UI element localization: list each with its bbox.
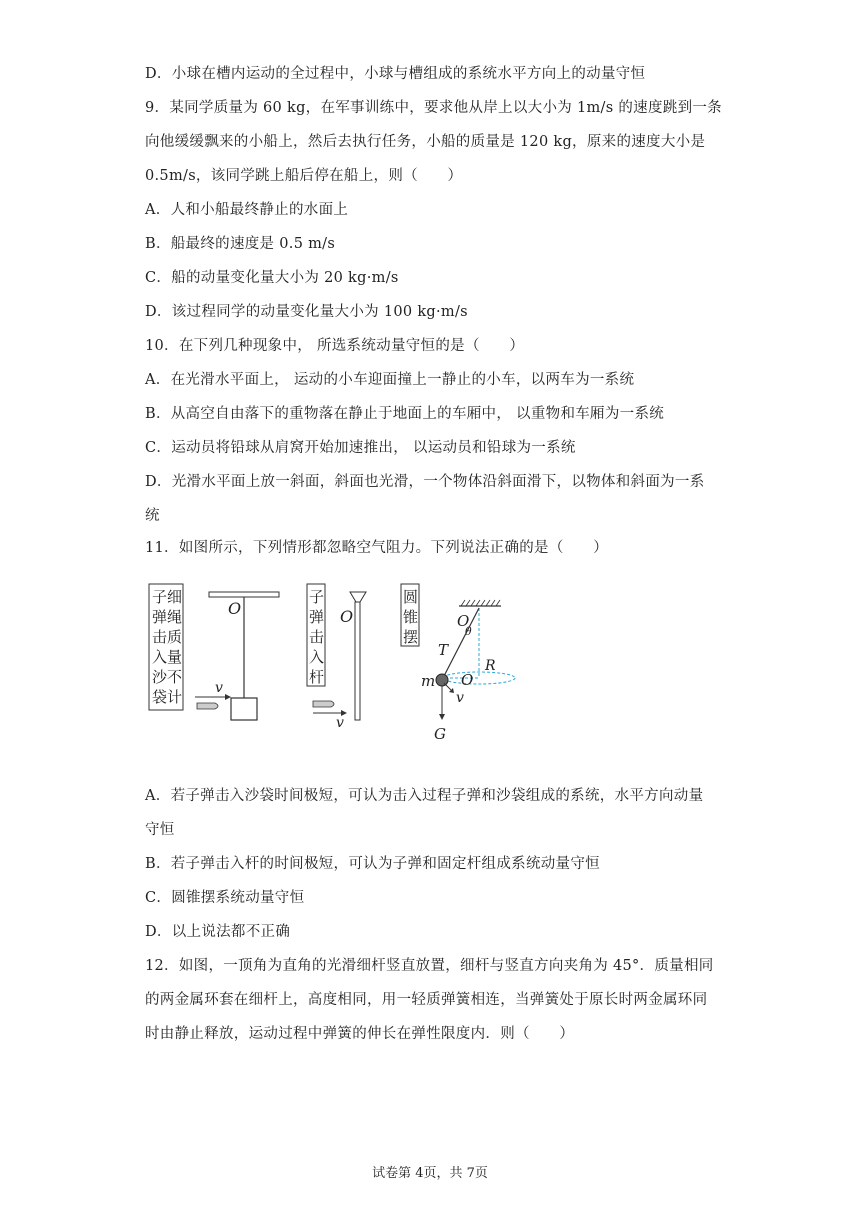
box2-char-1: 弹 — [309, 608, 325, 626]
box2-char-2: 击 — [309, 628, 325, 646]
tension-label: T — [438, 641, 449, 659]
text-line: D．光滑水平面上放一斜面，斜面也光滑，一个物体沿斜面滑下，以物体和斜面为一系 — [145, 474, 705, 490]
text-line: 向他缓缓飘来的小船上，然后去执行任务，小船的质量是 120 kg，原来的速度大小是 — [145, 134, 706, 150]
angle-label: θ — [465, 625, 472, 638]
pivot-label-1: O — [228, 599, 242, 618]
arrowhead-1 — [225, 694, 231, 700]
text-line: D．以上说法都不正确 — [145, 924, 291, 940]
velocity-label-2: v — [336, 715, 344, 731]
box1-col2-char-3: 量 — [167, 648, 183, 666]
box2-char-4: 杆 — [309, 668, 325, 686]
text-line: 的两金属环套在细杆上，高度相同，用一轻质弹簧相连，当弹簧处于原长时两金属环同 — [145, 992, 708, 1008]
text-line: 12．如图，一顶角为直角的光滑细杆竖直放置，细杆与竖直方向夹角为 45°．质量相同 — [145, 958, 714, 974]
box1-col1-char-4: 沙 — [152, 668, 168, 686]
box3-char-1: 锥 — [403, 608, 419, 626]
box3-char-2: 摆 — [403, 628, 419, 646]
text-line: A．人和小船最终静止的水面上 — [145, 202, 349, 218]
box1-col2-char-5: 计 — [167, 688, 183, 706]
box1-col1-char-1: 弹 — [152, 608, 168, 626]
text-line: 0.5m/s，该同学跳上船后停在船上，则（ ） — [145, 168, 463, 184]
text-line: D．该过程同学的动量变化量大小为 100 kg·m/s — [145, 304, 468, 320]
mass-label: m — [421, 672, 436, 690]
pendulum-bob — [436, 674, 448, 686]
bullet-2 — [313, 701, 334, 707]
text-line: A．若子弹击入沙袋时间极短，可认为击入过程子弹和沙袋组成的系统，水平方向动量 — [145, 788, 704, 804]
velocity-label-1: v — [215, 680, 223, 696]
figure-q11 — [145, 582, 525, 752]
text-line: C．运动员将铅球从肩窝开始加速推出， 以运动员和铅球为一系统 — [145, 440, 576, 456]
box1-col2-char-0: 细 — [167, 588, 183, 606]
box3-char-0: 圆 — [403, 588, 419, 606]
gravity-arrowhead — [439, 714, 445, 720]
box1-col2-char-4: 不 — [167, 668, 183, 686]
bullet-1 — [197, 703, 218, 709]
text-line: A．在光滑水平面上， 运动的小车迎面撞上一静止的小车，以两车为一系统 — [145, 372, 635, 388]
text-line: B．船最终的速度是 0.5 m/s — [145, 236, 336, 252]
rod-mount — [350, 592, 366, 602]
page-footer: 试卷第 4页，共 7页 — [372, 1166, 488, 1181]
box1-col2-char-2: 质 — [167, 628, 183, 646]
ceiling-hatch — [461, 600, 500, 606]
text-line: C．船的动量变化量大小为 20 kg·m/s — [145, 270, 399, 286]
text-line: 11．如图所示，下列情形都忽略空气阻力。下列说法正确的是（ ） — [145, 540, 609, 556]
ceiling-beam — [209, 592, 279, 597]
box1-col2-char-1: 绳 — [167, 608, 183, 626]
text-line: 时由静止释放，运动过程中弹簧的伸长在弹性限度内．则（ ） — [145, 1026, 575, 1042]
text-line: 统 — [145, 508, 160, 524]
box2-char-3: 入 — [309, 648, 325, 666]
sandbag — [231, 698, 257, 720]
text-line: B．若子弹击入杆的时间极短，可认为子弹和固定杆组成系统动量守恒 — [145, 856, 600, 872]
text-line: 守恒 — [145, 822, 175, 838]
text-line: D．小球在槽内运动的全过程中，小球与槽组成的系统水平方向上的动量守恒 — [145, 66, 646, 82]
radius-label: R — [485, 658, 496, 674]
rod — [355, 602, 360, 720]
box2-char-0: 子 — [309, 588, 325, 606]
text-line: 10．在下列几种现象中， 所选系统动量守恒的是（ ） — [145, 338, 525, 354]
box1-col1-char-3: 入 — [152, 648, 168, 666]
pivot-label-2: O — [340, 607, 354, 626]
text-line: C．圆锥摆系统动量守恒 — [145, 890, 305, 906]
bob-velocity-arrow — [444, 683, 451, 690]
box1-col1-char-2: 击 — [152, 628, 168, 646]
text-line: 9．某同学质量为 60 kg，在军事训练中，要求他从岸上以大小为 1m/s 的速度跳到一条 — [145, 100, 722, 116]
gravity-label: G — [434, 725, 446, 743]
text-line: B．从高空自由落下的重物落在静止于地面上的车厢中， 以重物和车厢为一系统 — [145, 406, 665, 422]
box1-col1-char-0: 子 — [152, 588, 168, 606]
box1-col1-char-5: 袋 — [152, 688, 168, 706]
bob-velocity-label: v — [456, 690, 464, 706]
pivot-label-3: O — [457, 612, 470, 630]
center-label: O — [461, 671, 474, 689]
